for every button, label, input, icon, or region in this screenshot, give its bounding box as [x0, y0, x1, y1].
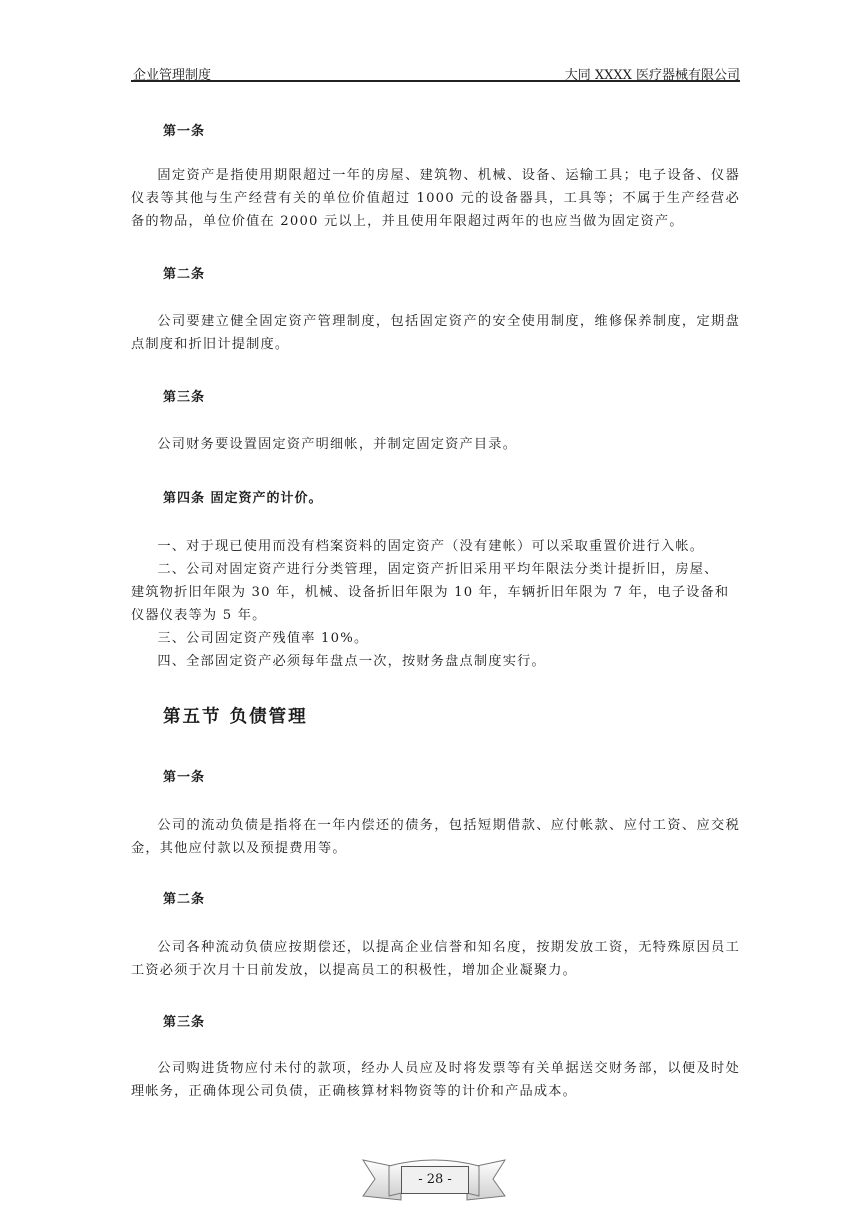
article-body: 公司的流动负债是指将在一年内偿还的债务，包括短期借款、应付帐款、应付工资、应交税金，其他应付款以及预提费用等。 — [131, 818, 740, 856]
article-title: 第一条 — [163, 770, 206, 785]
header-company-name: 大同 XXXX 医疗器械有限公司 — [564, 68, 740, 83]
article-body: 固定资产是指使用期限超过一年的房屋、建筑物、机械、设备、运输工具；电子设备、仪器仪表等其他与生产经营有关的单位价值超过 1000 元的设备器具，工具等；不属于生产经营必备的物品，单位价值在 2000 元以上，并且使用年限超过两年的也应当做为固定资产。 — [131, 168, 740, 229]
page-number: - 28 - — [401, 1166, 469, 1194]
list-item: 四、全部固定资产必须每年盘点一次，按财务盘点制度实行。 — [157, 654, 546, 669]
page-header — [131, 60, 740, 82]
page-footer — [361, 1152, 507, 1208]
list-item: 二、公司对固定资产进行分类管理，固定资产折旧采用平均年限法分类计提折旧，房屋、 — [157, 562, 719, 577]
list-item: 三、公司固定资产残值率 10%。 — [157, 631, 369, 646]
article-body: 公司各种流动负债应按期偿还，以提高企业信誉和知名度，按期发放工资，无特殊原因员工工资必须于次月十日前发放，以提高员工的积极性，增加企业凝聚力。 — [131, 940, 740, 978]
article-title: 第三条 — [163, 390, 206, 405]
article-title: 第二条 — [163, 892, 206, 907]
header-rule — [131, 80, 740, 82]
list-item: 一、对于现已使用而没有档案资料的固定资产（没有建帐）可以采取重置价进行入帐。 — [157, 539, 705, 554]
article-body: 公司财务要设置固定资产明细帐，并制定固定资产目录。 — [157, 437, 518, 452]
header-doc-title: 企业管理制度 — [133, 68, 212, 83]
article-title: 第一条 — [163, 124, 206, 139]
article-title: 第三条 — [163, 1015, 206, 1030]
list-item-continuation: 仪器仪表等为 5 年。 — [131, 608, 267, 623]
section-heading: 第五节 负债管理 — [163, 707, 308, 727]
article-title: 第四条 固定资产的计价。 — [163, 491, 323, 506]
article-body: 公司要建立健全固定资产管理制度，包括固定资产的安全使用制度，维修保养制度，定期盘点制度和折旧计提制度。 — [131, 314, 740, 352]
article-body: 公司购进货物应付未付的款项，经办人员应及时将发票等有关单据送交财务部，以便及时处理帐务，正确体现公司负债，正确核算材料物资等的计价和产品成本。 — [131, 1061, 740, 1099]
article-title: 第二条 — [163, 267, 206, 282]
list-item-continuation: 建筑物折旧年限为 30 年，机械、设备折旧年限为 10 年，车辆折旧年限为 7 年，电子设备和 — [131, 585, 730, 600]
